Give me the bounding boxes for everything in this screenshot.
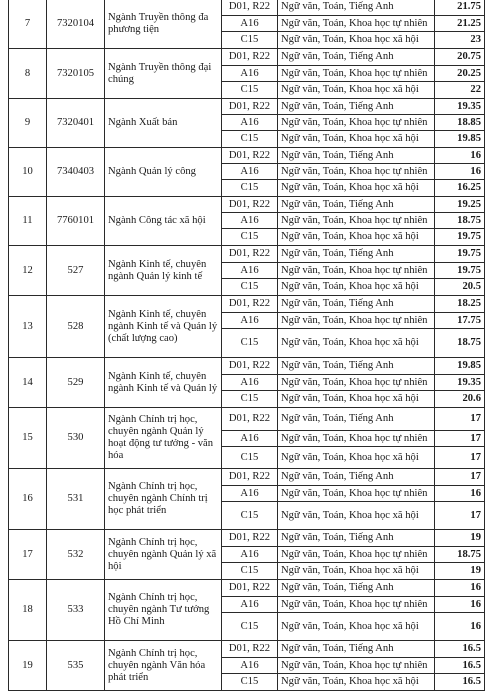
- cutoff-score-cell: 18.75: [435, 547, 485, 563]
- cutoff-score-cell: 16: [435, 597, 485, 613]
- subjects-cell: Ngữ văn, Toán, Tiếng Anh: [278, 246, 435, 263]
- subject-combination-code-cell: C15: [222, 391, 278, 408]
- subject-combination-code-cell: A16: [222, 658, 278, 674]
- program-code-cell: 7760101: [47, 197, 105, 246]
- row-number-cell: 16: [9, 469, 47, 530]
- program-name-cell: Ngành Chính trị học, chuyên ngành Quản lý xã hội: [105, 530, 222, 580]
- subject-combination-code-cell: D01, R22: [222, 49, 278, 66]
- program-code-cell: 533: [47, 580, 105, 641]
- subject-combination-code-cell: C15: [222, 279, 278, 296]
- table-row: [9, 358, 485, 375]
- program-name-cell: Ngành Chính trị học, chuyên ngành Quản lý hoạt động tư tưởng - văn hóa: [105, 408, 222, 469]
- subject-combination-code-cell: C15: [222, 502, 278, 530]
- subjects-cell: Ngữ văn, Toán, Tiếng Anh: [278, 99, 435, 115]
- subject-combination-code-cell: A16: [222, 213, 278, 229]
- subject-combination-code-cell: C15: [222, 329, 278, 358]
- row-number-cell: 15: [9, 408, 47, 469]
- subject-combination-code-cell: C15: [222, 674, 278, 691]
- cutoff-score-cell: 19.35: [435, 99, 485, 115]
- program-name-cell: Ngành Truyền thông đại chúng: [105, 49, 222, 99]
- cutoff-score-cell: 19.25: [435, 197, 485, 213]
- program-code-cell: 7320104: [47, 0, 105, 49]
- cutoff-score-cell: 18.25: [435, 296, 485, 313]
- subject-combination-code-cell: D01, R22: [222, 296, 278, 313]
- row-number-cell: 14: [9, 358, 47, 408]
- subjects-cell: Ngữ văn, Toán, Tiếng Anh: [278, 358, 435, 375]
- subject-combination-code-cell: A16: [222, 431, 278, 447]
- subjects-cell: Ngữ văn, Toán, Khoa học xã hội: [278, 502, 435, 530]
- subjects-cell: Ngữ văn, Toán, Tiếng Anh: [278, 49, 435, 66]
- cutoff-score-cell: 17: [435, 408, 485, 431]
- subjects-cell: Ngữ văn, Toán, Khoa học xã hội: [278, 180, 435, 197]
- table-row: [9, 99, 485, 115]
- subjects-cell: Ngữ văn, Toán, Khoa học xã hội: [278, 447, 435, 469]
- subject-combination-code-cell: D01, R22: [222, 641, 278, 658]
- program-name-cell: Ngành Chính trị học, chuyên ngành Chính trị học phát triển: [105, 469, 222, 530]
- subject-combination-code-cell: C15: [222, 563, 278, 580]
- subject-combination-code-cell: D01, R22: [222, 580, 278, 597]
- subject-combination-code-cell: A16: [222, 375, 278, 391]
- cutoff-score-cell: 19.35: [435, 375, 485, 391]
- subjects-cell: Ngữ văn, Toán, Khoa học xã hội: [278, 32, 435, 49]
- subject-combination-code-cell: C15: [222, 131, 278, 148]
- cutoff-score-cell: 22: [435, 82, 485, 99]
- subjects-cell: Ngữ văn, Toán, Khoa học xã hội: [278, 391, 435, 408]
- row-number-cell: 17: [9, 530, 47, 580]
- row-number-cell: 18: [9, 580, 47, 641]
- subjects-cell: Ngữ văn, Toán, Tiếng Anh: [278, 641, 435, 658]
- cutoff-score-cell: 17: [435, 431, 485, 447]
- cutoff-score-cell: 16: [435, 580, 485, 597]
- table-row: [9, 641, 485, 658]
- table-row: [9, 197, 485, 213]
- cutoff-score-cell: 23: [435, 32, 485, 49]
- subject-combination-code-cell: C15: [222, 82, 278, 99]
- cutoff-score-cell: 17.75: [435, 313, 485, 329]
- subjects-cell: Ngữ văn, Toán, Khoa học tự nhiên: [278, 115, 435, 131]
- subject-combination-code-cell: C15: [222, 229, 278, 246]
- table-body: [9, 0, 485, 691]
- subject-combination-code-cell: C15: [222, 180, 278, 197]
- cutoff-score-cell: 16: [435, 164, 485, 180]
- table-row: [9, 0, 485, 16]
- row-number-cell: 19: [9, 641, 47, 691]
- cutoff-score-cell: 16: [435, 148, 485, 164]
- cutoff-score-cell: 19.85: [435, 131, 485, 148]
- row-number-cell: 8: [9, 49, 47, 99]
- subjects-cell: Ngữ văn, Toán, Khoa học xã hội: [278, 329, 435, 358]
- subjects-cell: Ngữ văn, Toán, Tiếng Anh: [278, 408, 435, 431]
- subject-combination-code-cell: C15: [222, 613, 278, 641]
- program-name-cell: Ngành Kinh tế, chuyên ngành Kinh tế và Quản lý (chất lượng cao): [105, 296, 222, 358]
- program-code-cell: 531: [47, 469, 105, 530]
- subjects-cell: Ngữ văn, Toán, Tiếng Anh: [278, 197, 435, 213]
- program-name-cell: Ngành Kinh tế, chuyên ngành Quản lý kinh tế: [105, 246, 222, 296]
- table-row: [9, 580, 485, 597]
- subject-combination-code-cell: D01, R22: [222, 0, 278, 16]
- subjects-cell: Ngữ văn, Toán, Khoa học tự nhiên: [278, 164, 435, 180]
- program-code-cell: 535: [47, 641, 105, 691]
- subject-combination-code-cell: A16: [222, 597, 278, 613]
- program-code-cell: 7320105: [47, 49, 105, 99]
- subjects-cell: Ngữ văn, Toán, Khoa học tự nhiên: [278, 375, 435, 391]
- row-number-cell: 10: [9, 148, 47, 197]
- subject-combination-code-cell: A16: [222, 164, 278, 180]
- subject-combination-code-cell: A16: [222, 547, 278, 563]
- subject-combination-code-cell: A16: [222, 263, 278, 279]
- document-page: [8, 0, 488, 687]
- subject-combination-code-cell: D01, R22: [222, 530, 278, 547]
- subject-combination-code-cell: D01, R22: [222, 469, 278, 486]
- subjects-cell: Ngữ văn, Toán, Tiếng Anh: [278, 530, 435, 547]
- cutoff-score-cell: 20.5: [435, 279, 485, 296]
- subjects-cell: Ngữ văn, Toán, Tiếng Anh: [278, 148, 435, 164]
- subject-combination-code-cell: A16: [222, 115, 278, 131]
- row-number-cell: 7: [9, 0, 47, 49]
- subjects-cell: Ngữ văn, Toán, Tiếng Anh: [278, 296, 435, 313]
- cutoff-score-cell: 19.75: [435, 229, 485, 246]
- cutoff-score-cell: 19: [435, 563, 485, 580]
- table-row: [9, 469, 485, 486]
- subjects-cell: Ngữ văn, Toán, Khoa học xã hội: [278, 674, 435, 691]
- program-code-cell: 528: [47, 296, 105, 358]
- row-number-cell: 13: [9, 296, 47, 358]
- subject-combination-code-cell: A16: [222, 313, 278, 329]
- admission-score-table: [8, 0, 485, 691]
- program-code-cell: 530: [47, 408, 105, 469]
- cutoff-score-cell: 18.75: [435, 329, 485, 358]
- subjects-cell: Ngữ văn, Toán, Khoa học tự nhiên: [278, 66, 435, 82]
- program-name-cell: Ngành Chính trị học, chuyên ngành Tư tưởng Hồ Chí Minh: [105, 580, 222, 641]
- program-code-cell: 529: [47, 358, 105, 408]
- subjects-cell: Ngữ văn, Toán, Khoa học xã hội: [278, 229, 435, 246]
- subject-combination-code-cell: D01, R22: [222, 148, 278, 164]
- cutoff-score-cell: 17: [435, 447, 485, 469]
- table-row: [9, 246, 485, 263]
- subjects-cell: Ngữ văn, Toán, Khoa học tự nhiên: [278, 658, 435, 674]
- table-row: [9, 296, 485, 313]
- subject-combination-code-cell: C15: [222, 447, 278, 469]
- cutoff-score-cell: 16.25: [435, 180, 485, 197]
- table-row: [9, 148, 485, 164]
- subjects-cell: Ngữ văn, Toán, Khoa học tự nhiên: [278, 16, 435, 32]
- row-number-cell: 9: [9, 99, 47, 148]
- subject-combination-code-cell: D01, R22: [222, 99, 278, 115]
- table-row: [9, 49, 485, 66]
- cutoff-score-cell: 16.5: [435, 641, 485, 658]
- program-code-cell: 7320401: [47, 99, 105, 148]
- subjects-cell: Ngữ văn, Toán, Khoa học tự nhiên: [278, 486, 435, 502]
- subject-combination-code-cell: D01, R22: [222, 358, 278, 375]
- subjects-cell: Ngữ văn, Toán, Khoa học xã hội: [278, 131, 435, 148]
- cutoff-score-cell: 17: [435, 502, 485, 530]
- subject-combination-code-cell: D01, R22: [222, 197, 278, 213]
- cutoff-score-cell: 17: [435, 469, 485, 486]
- subjects-cell: Ngữ văn, Toán, Khoa học xã hội: [278, 563, 435, 580]
- cutoff-score-cell: 19: [435, 530, 485, 547]
- row-number-cell: 11: [9, 197, 47, 246]
- subjects-cell: Ngữ văn, Toán, Tiếng Anh: [278, 580, 435, 597]
- program-name-cell: Ngành Truyền thông đa phương tiện: [105, 0, 222, 49]
- subject-combination-code-cell: A16: [222, 16, 278, 32]
- cutoff-score-cell: 20.75: [435, 49, 485, 66]
- cutoff-score-cell: 16: [435, 613, 485, 641]
- cutoff-score-cell: 16: [435, 486, 485, 502]
- table-row: [9, 530, 485, 547]
- program-name-cell: Ngành Kinh tế, chuyên ngành Kinh tế và Quản lý: [105, 358, 222, 408]
- subjects-cell: Ngữ văn, Toán, Khoa học tự nhiên: [278, 431, 435, 447]
- cutoff-score-cell: 19.75: [435, 246, 485, 263]
- cutoff-score-cell: 16.5: [435, 658, 485, 674]
- row-number-cell: 12: [9, 246, 47, 296]
- cutoff-score-cell: 21.75: [435, 0, 485, 16]
- program-name-cell: Ngành Xuất bản: [105, 99, 222, 148]
- subjects-cell: Ngữ văn, Toán, Tiếng Anh: [278, 469, 435, 486]
- subject-combination-code-cell: D01, R22: [222, 408, 278, 431]
- cutoff-score-cell: 18.75: [435, 213, 485, 229]
- cutoff-score-cell: 20.6: [435, 391, 485, 408]
- program-name-cell: Ngành Chính trị học, chuyên ngành Văn hóa phát triển: [105, 641, 222, 691]
- subjects-cell: Ngữ văn, Toán, Khoa học xã hội: [278, 82, 435, 99]
- cutoff-score-cell: 20.25: [435, 66, 485, 82]
- program-code-cell: 532: [47, 530, 105, 580]
- cutoff-score-cell: 19.85: [435, 358, 485, 375]
- subjects-cell: Ngữ văn, Toán, Khoa học tự nhiên: [278, 213, 435, 229]
- program-code-cell: 527: [47, 246, 105, 296]
- subjects-cell: Ngữ văn, Toán, Khoa học xã hội: [278, 613, 435, 641]
- subjects-cell: Ngữ văn, Toán, Tiếng Anh: [278, 0, 435, 16]
- cutoff-score-cell: 16.5: [435, 674, 485, 691]
- subject-combination-code-cell: C15: [222, 32, 278, 49]
- subjects-cell: Ngữ văn, Toán, Khoa học tự nhiên: [278, 547, 435, 563]
- subjects-cell: Ngữ văn, Toán, Khoa học xã hội: [278, 279, 435, 296]
- subjects-cell: Ngữ văn, Toán, Khoa học tự nhiên: [278, 263, 435, 279]
- program-name-cell: Ngành Công tác xã hội: [105, 197, 222, 246]
- table-row: [9, 408, 485, 431]
- subject-combination-code-cell: A16: [222, 66, 278, 82]
- subjects-cell: Ngữ văn, Toán, Khoa học tự nhiên: [278, 313, 435, 329]
- subject-combination-code-cell: A16: [222, 486, 278, 502]
- subjects-cell: Ngữ văn, Toán, Khoa học tự nhiên: [278, 597, 435, 613]
- cutoff-score-cell: 21.25: [435, 16, 485, 32]
- program-name-cell: Ngành Quản lý công: [105, 148, 222, 197]
- program-code-cell: 7340403: [47, 148, 105, 197]
- cutoff-score-cell: 18.85: [435, 115, 485, 131]
- subject-combination-code-cell: D01, R22: [222, 246, 278, 263]
- cutoff-score-cell: 19.75: [435, 263, 485, 279]
